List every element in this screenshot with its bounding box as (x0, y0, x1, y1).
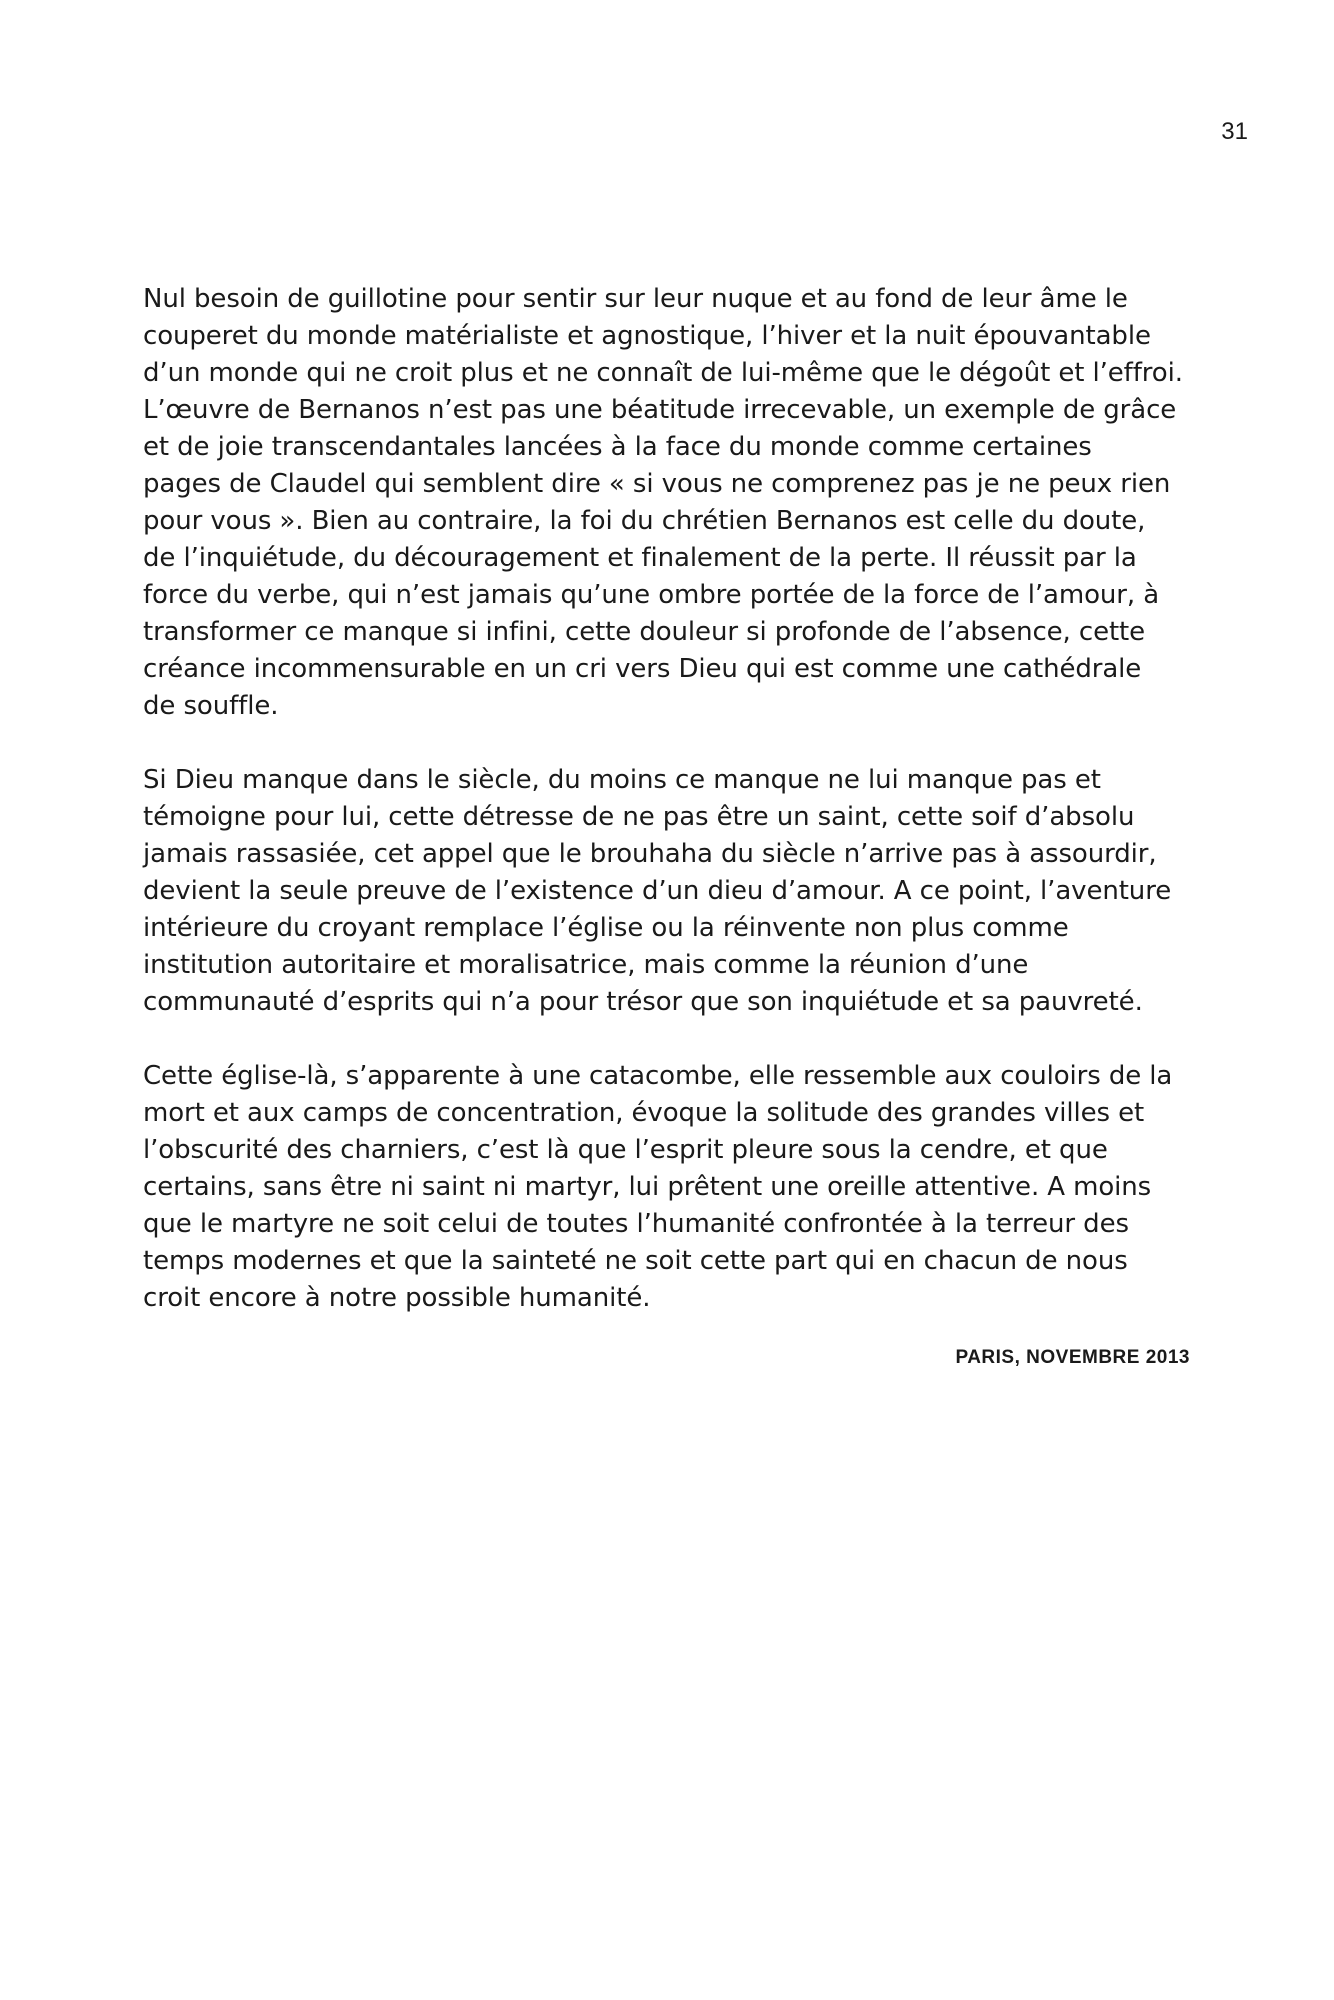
text-line: jamais rassasiée, cet appel que le brouhaha du siècle n’arrive pas à assourdir, (143, 839, 1157, 869)
text-line: communauté d’esprits qui n’a pour trésor que son inquiétude et sa pauvreté. (143, 987, 1143, 1017)
text-line: devient la seule preuve de l’existence d’un dieu d’amour. A ce point, l’aventure (143, 876, 1172, 906)
text-line: Cette église-là, s’apparente à une catacombe, elle ressemble aux couloirs de la (143, 1061, 1173, 1091)
text-line: institution autoritaire et moralisatrice, mais comme la réunion d’une (143, 950, 1029, 980)
body-text (143, 281, 1193, 1354)
text-line: créance incommensurable en un cri vers Dieu qui est comme une cathédrale (143, 654, 1142, 684)
text-line: pour vous ». Bien au contraire, la foi du chrétien Bernanos est celle du doute, (143, 506, 1146, 536)
paragraph (143, 1058, 1193, 1317)
text-line: de l’inquiétude, du découragement et finalement de la perte. Il réussit par la (143, 543, 1137, 573)
text-line: certains, sans être ni saint ni martyr, lui prêtent une oreille attentive. A moins (143, 1172, 1152, 1202)
text-line: de souffle. (143, 691, 279, 721)
text-line: pages de Claudel qui semblent dire « si vous ne comprenez pas je ne peux rien (143, 469, 1171, 499)
paragraph (143, 762, 1193, 1021)
text-line: croit encore à notre possible humanité. (143, 1283, 651, 1313)
signature-place-date: PARIS, NOVEMBRE 2013 (955, 1347, 1190, 1368)
text-line: que le martyre ne soit celui de toutes l’humanité confrontée à la terreur des (143, 1209, 1129, 1239)
text-line: et de joie transcendantales lancées à la face du monde comme certaines (143, 432, 1092, 462)
text-line: Si Dieu manque dans le siècle, du moins ce manque ne lui manque pas et (143, 765, 1101, 795)
text-line: d’un monde qui ne croit plus et ne connaît de lui-même que le dégoût et l’effroi. (143, 358, 1183, 388)
text-line: transformer ce manque si infini, cette douleur si profonde de l’absence, cette (143, 617, 1146, 647)
text-line: temps modernes et que la sainteté ne soit cette part qui en chacun de nous (143, 1246, 1128, 1276)
paragraph (143, 281, 1193, 725)
text-line: couperet du monde matérialiste et agnostique, l’hiver et la nuit épouvantable (143, 321, 1151, 351)
page-number: 31 (1221, 118, 1248, 145)
text-line: L’œuvre de Bernanos n’est pas une béatitude irrecevable, un exemple de grâce (143, 395, 1177, 425)
text-line: l’obscurité des charniers, c’est là que l’esprit pleure sous la cendre, et que (143, 1135, 1108, 1165)
text-line: intérieure du croyant remplace l’église ou la réinvente non plus comme (143, 913, 1069, 943)
text-line: mort et aux camps de concentration, évoque la solitude des grandes villes et (143, 1098, 1145, 1128)
text-line: force du verbe, qui n’est jamais qu’une ombre portée de la force de l’amour, à (143, 580, 1160, 610)
text-line: témoigne pour lui, cette détresse de ne pas être un saint, cette soif d’absolu (143, 802, 1135, 832)
text-line: Nul besoin de guillotine pour sentir sur leur nuque et au fond de leur âme le (143, 284, 1128, 314)
